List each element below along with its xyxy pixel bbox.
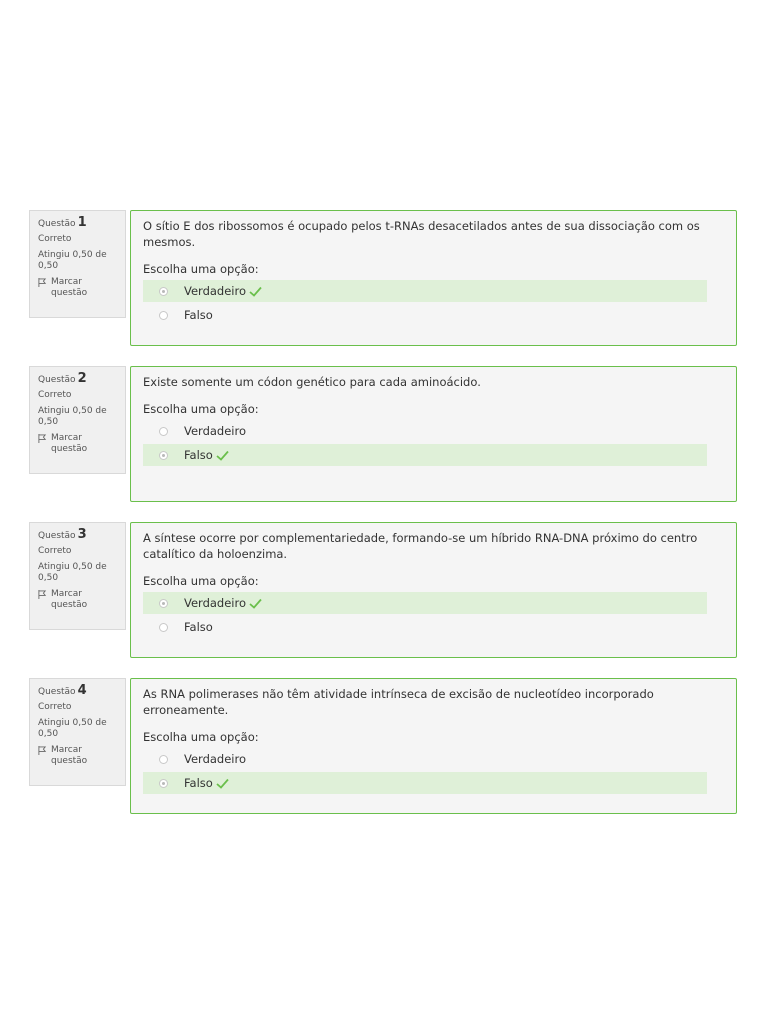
question-number xyxy=(38,685,117,698)
question-state: Correto xyxy=(38,546,72,556)
flag-label: Marcar questão xyxy=(51,589,88,610)
flag-question-button[interactable] xyxy=(38,433,117,455)
question-content xyxy=(130,210,737,346)
check-icon xyxy=(216,450,229,461)
option-falso[interactable] xyxy=(143,616,707,638)
question-state: Correto xyxy=(38,702,72,712)
question-number-value: 4 xyxy=(77,683,87,698)
question-text: A síntese ocorre por complementariedade, formando-se um híbrido RNA-DNA próximo do centro catalítico da holoenzima. xyxy=(143,531,698,561)
radio-button[interactable] xyxy=(159,623,168,632)
question-label: Questão xyxy=(38,219,76,229)
radio-button[interactable] xyxy=(159,451,168,460)
flag-label: Marcar questão xyxy=(51,745,88,766)
question-content xyxy=(130,366,737,502)
option-label: Falso xyxy=(184,620,213,634)
answer-options xyxy=(143,280,724,326)
radio-button[interactable] xyxy=(159,599,168,608)
question-info xyxy=(29,366,126,474)
option-label: Falso xyxy=(184,308,213,322)
question-content xyxy=(130,522,737,658)
question-grade: Atingiu 0,50 de 0,50 xyxy=(38,406,107,427)
question-info xyxy=(29,522,126,630)
question-2 xyxy=(29,366,737,502)
question-text: Existe somente um códon genético para cada aminoácido. xyxy=(143,375,481,389)
question-state: Correto xyxy=(38,234,72,244)
option-label: Falso xyxy=(184,448,213,462)
question-label: Questão xyxy=(38,375,76,385)
flag-icon xyxy=(38,590,47,599)
question-label: Questão xyxy=(38,531,76,541)
answer-options xyxy=(143,592,724,638)
question-text: O sítio E dos ribossomos é ocupado pelos t-RNAs desacetilados antes de sua dissociação com os mesmos. xyxy=(143,219,700,249)
option-label: Verdadeiro xyxy=(184,752,247,766)
option-verdadeiro[interactable] xyxy=(143,592,707,614)
question-text: As RNA polimerases não têm atividade intrínseca de excisão de nucleotídeo incorporado erroneamente. xyxy=(143,687,654,717)
answer-options xyxy=(143,748,724,794)
answer-options xyxy=(143,420,724,466)
option-verdadeiro[interactable] xyxy=(143,280,707,302)
answer-prompt: Escolha uma opção: xyxy=(143,262,259,276)
question-content xyxy=(130,678,737,814)
flag-icon xyxy=(38,746,47,755)
question-label: Questão xyxy=(38,687,76,697)
question-1 xyxy=(29,210,737,346)
flag-question-button[interactable] xyxy=(38,277,117,299)
option-label: Verdadeiro xyxy=(184,284,247,298)
flag-question-button[interactable] xyxy=(38,589,117,611)
check-icon xyxy=(249,598,262,609)
option-label: Verdadeiro xyxy=(184,424,247,438)
question-number-value: 3 xyxy=(77,527,87,542)
question-number xyxy=(38,217,117,230)
option-verdadeiro[interactable] xyxy=(143,748,707,770)
question-grade: Atingiu 0,50 de 0,50 xyxy=(38,250,107,271)
check-icon xyxy=(216,778,229,789)
option-falso[interactable] xyxy=(143,304,707,326)
flag-label: Marcar questão xyxy=(51,433,88,454)
question-state: Correto xyxy=(38,390,72,400)
radio-button[interactable] xyxy=(159,311,168,320)
answer-prompt: Escolha uma opção: xyxy=(143,574,259,588)
option-label: Falso xyxy=(184,776,213,790)
option-label: Verdadeiro xyxy=(184,596,247,610)
flag-question-button[interactable] xyxy=(38,745,117,767)
question-grade: Atingiu 0,50 de 0,50 xyxy=(38,718,107,739)
question-number xyxy=(38,373,117,386)
question-number-value: 2 xyxy=(77,371,87,386)
radio-button[interactable] xyxy=(159,427,168,436)
question-info xyxy=(29,678,126,786)
flag-icon xyxy=(38,434,47,443)
radio-button[interactable] xyxy=(159,755,168,764)
question-4 xyxy=(29,678,737,814)
question-grade: Atingiu 0,50 de 0,50 xyxy=(38,562,107,583)
question-3 xyxy=(29,522,737,658)
option-verdadeiro[interactable] xyxy=(143,420,707,442)
answer-prompt: Escolha uma opção: xyxy=(143,730,259,744)
question-number xyxy=(38,529,117,542)
flag-icon xyxy=(38,278,47,287)
answer-prompt: Escolha uma opção: xyxy=(143,402,259,416)
radio-button[interactable] xyxy=(159,779,168,788)
flag-label: Marcar questão xyxy=(51,277,88,298)
question-info xyxy=(29,210,126,318)
option-falso[interactable] xyxy=(143,444,707,466)
radio-button[interactable] xyxy=(159,287,168,296)
check-icon xyxy=(249,286,262,297)
option-falso[interactable] xyxy=(143,772,707,794)
question-number-value: 1 xyxy=(77,215,87,230)
